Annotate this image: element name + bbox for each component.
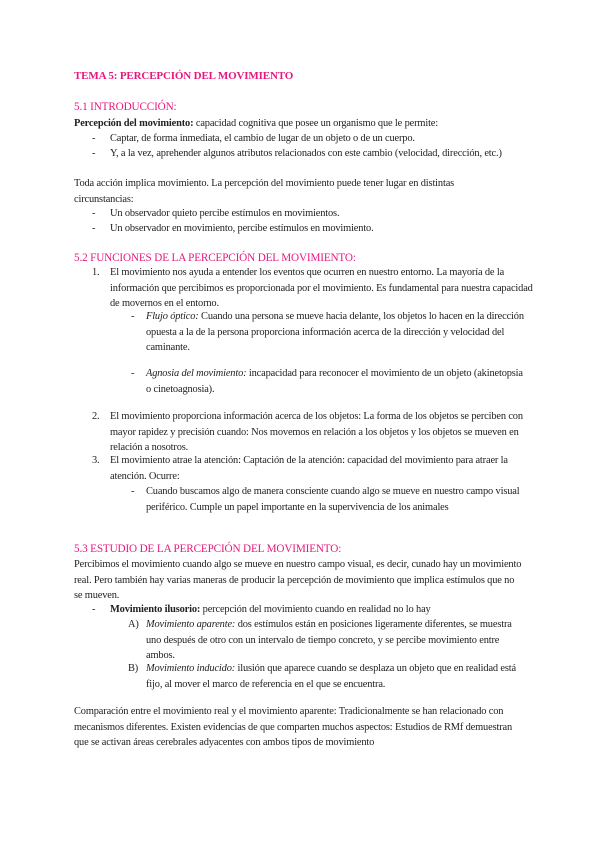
numbered-item-text: El movimiento proporciona información acerca de los objetos: La forma de los objetos se perciben con mayor rapidez y precisión cuando: Nos movemos en relación a los objetos y los objetos se mueven en relación a nosotros.	[110, 411, 523, 453]
paragraph-circunstancias: Toda acción implica movimiento. La percepción del movimiento puede tener lugar en distintas circunstancias:	[74, 178, 455, 205]
lettered-item-term: Movimiento inducido:	[146, 663, 236, 674]
sub-list-item	[146, 309, 530, 356]
definition-paragraph	[74, 116, 544, 132]
list-item: Un observador quieto percibe estímulos en movimientos.	[110, 208, 340, 219]
bullet-dash: -	[131, 486, 135, 497]
sub-list-item: Cuando buscamos algo de manera consciente cuando algo se mueve en nuestro campo visual periférico. Cumple un papel importante en la supervivencia de los animales	[146, 486, 520, 513]
list-letter: B)	[128, 663, 139, 674]
lettered-item-text: dos estímulos están en posiciones ligeramente diferentes, se muestra uno después de otro con un intervalo de tiempo concreto, y se percibe movimiento entre ambos.	[146, 619, 512, 661]
paragraph-comparacion: Comparación entre el movimiento real y el movimiento aparente: Tradicionalmente se han relacionado con mecanismos diferentes. Existen evidencias de que comparten muchos aspectos: Estudios de RMf demuestran que se activan áreas cerebrales adyacentes con ambos tipos de movimiento	[74, 706, 513, 748]
lettered-item	[146, 617, 528, 664]
sub-list-item	[146, 366, 526, 397]
sub-item-term: Flujo óptico:	[146, 311, 199, 322]
definition-term: Percepción del movimiento:	[74, 118, 194, 129]
lettered-item	[146, 661, 518, 692]
illusory-text: percepción del movimiento cuando en realidad no lo hay	[200, 604, 431, 615]
lettered-item-text: ilusión que aparece cuando se desplaza un objeto que en realidad está fijo, al mover el marco de referencia en el que se encuentra.	[146, 663, 516, 690]
list-item	[110, 602, 530, 618]
list-item: Y, a la vez, aprehender algunos atributos relacionados con este cambio (velocidad, dirección, etc.)	[110, 148, 502, 159]
list-letter: A)	[128, 619, 139, 630]
list-number: 2.	[92, 411, 100, 422]
bullet-dash: -	[92, 208, 96, 219]
numbered-item-text: El movimiento nos ayuda a entender los eventos que ocurren en nuestro entorno. La mayoría de la información que percibimos es proporcionada por el movimiento. Es fundamental para nuestra capacidad de movernos en el entorno.	[110, 267, 533, 309]
bullet-dash: -	[92, 133, 96, 144]
numbered-item-text: El movimiento atrae la atención: Captación de la atención: capacidad del movimiento para atraer la atención. Ocurre:	[110, 455, 508, 482]
sub-item-text: Cuando una persona se mueve hacia delante, los objetos lo hacen en la dirección opuesta a la de la persona proporciona información acerca de la dirección y velocidad del caminante.	[146, 311, 524, 353]
section-heading-estudio: 5.3 ESTUDIO DE LA PERCEPCIÓN DEL MOVIMIENTO:	[74, 543, 342, 555]
bullet-dash: -	[131, 368, 135, 379]
list-item: Un observador en movimiento, percibe estímulos en movimiento.	[110, 223, 374, 234]
section-heading-introduccion: 5.1 INTRODUCCIÓN:	[74, 101, 177, 113]
list-item: Captar, de forma inmediata, el cambio de lugar de un objeto o de un cuerpo.	[110, 133, 415, 144]
section-heading-funciones: 5.2 FUNCIONES DE LA PERCEPCIÓN DEL MOVIMIENTO:	[74, 252, 356, 264]
list-number: 3.	[92, 455, 100, 466]
bullet-dash: -	[92, 604, 96, 615]
bullet-dash: -	[131, 311, 135, 322]
sub-item-text: incapacidad para reconocer el movimiento de un objeto (akinetopsia o cinetoagnosia).	[146, 368, 523, 395]
definition-text: capacidad cognitiva que posee un organismo que le permite:	[193, 118, 439, 129]
bullet-dash: -	[92, 148, 96, 159]
lettered-item-term: Movimiento aparente:	[146, 619, 236, 630]
paragraph-estudio: Percibimos el movimiento cuando algo se mueve en nuestro campo visual, es decir, cunado hay un movimiento real. Pero también hay varias maneras de producir la percepción de movimiento que implica estímulos que no se mueven.	[74, 559, 522, 601]
list-number: 1.	[92, 267, 100, 278]
sub-item-term: Agnosia del movimiento:	[146, 368, 247, 379]
bullet-dash: -	[92, 223, 96, 234]
illusory-term: Movimiento ilusorio:	[110, 604, 201, 615]
document-title: TEMA 5: PERCEPCIÓN DEL MOVIMIENTO	[74, 70, 294, 82]
